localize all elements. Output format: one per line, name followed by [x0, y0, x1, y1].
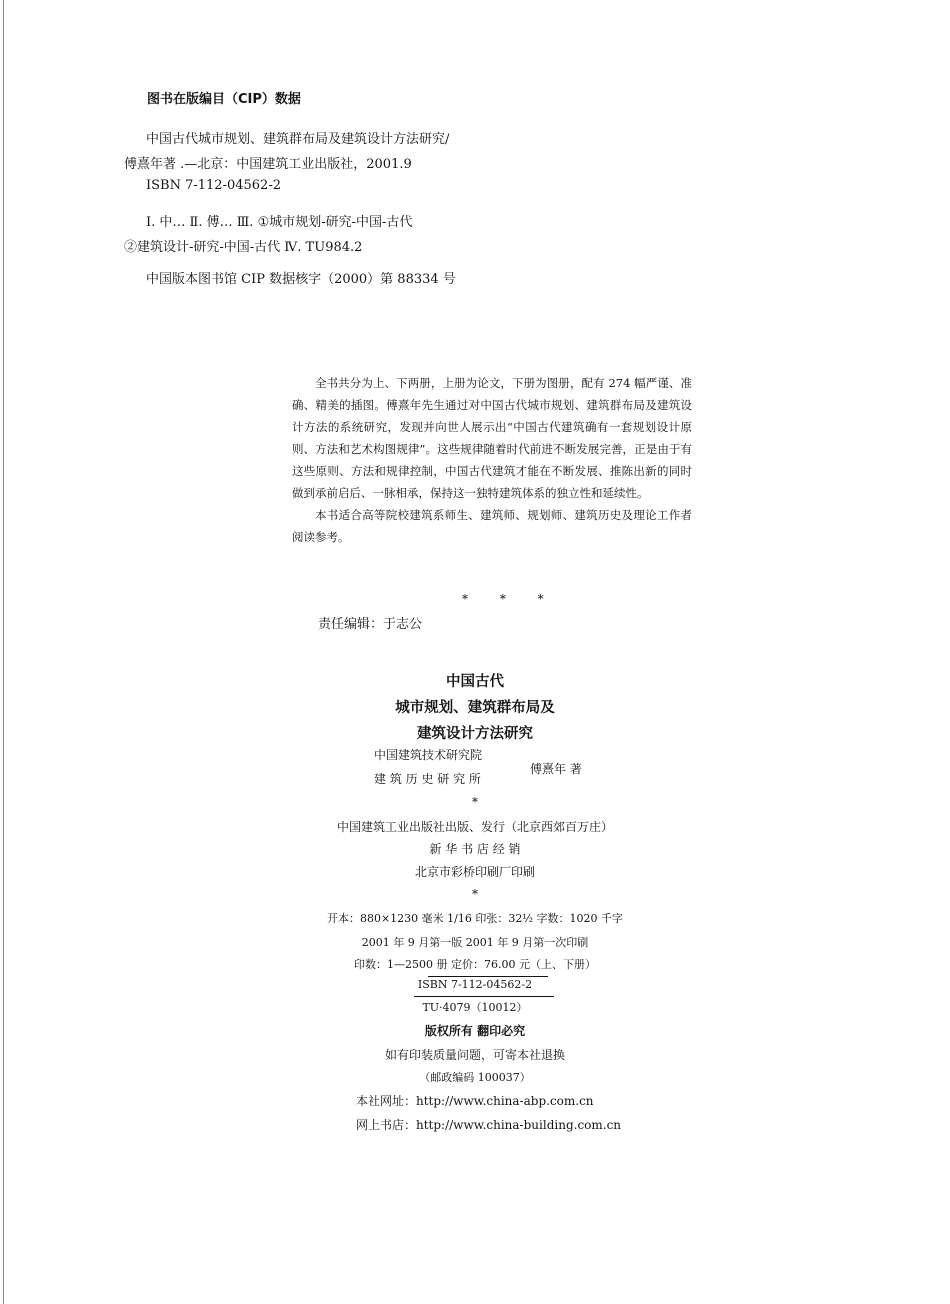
edition-line: 2001 年 9 月第一版 2001 年 9 月第一次印刷 [361, 936, 589, 949]
cip-classification-line-1: Ⅰ. 中… Ⅱ. 傅… Ⅲ. ①城市规划-研究-中国-古代 [146, 215, 413, 230]
description-paragraph-2: 本书适合高等院校建筑系师生、建筑师、规划师、建筑历史及理论工作者阅读参考。 [292, 508, 692, 544]
cip-isbn: ISBN 7-112-04562-2 [146, 178, 281, 193]
cip-author-publisher-line: 傅熹年著 .—北京：中国建筑工业出版社，2001.9 [124, 157, 412, 172]
book-title-line-3: 建筑设计方法研究 [417, 726, 533, 742]
publisher-line: 中国建筑工业出版社出版、发行（北京西郊百万庄） [336, 820, 613, 834]
cip-heading: 图书在版编目（CIP）数据 [147, 92, 301, 107]
responsible-editor: 责任编辑：于志公 [318, 617, 423, 632]
author-institution-2: 建 筑 历 史 研 究 所 [374, 772, 481, 786]
imprint-isbn: ISBN 7-112-04562-2 [417, 978, 533, 991]
cip-title-line: 中国古代城市规划、建筑群布局及建筑设计方法研究/ [146, 132, 450, 147]
online-bookstore: 网上书店：http://www.china-building.com.cn [356, 1118, 622, 1132]
author-institution-1: 中国建筑技术研究院 [374, 748, 483, 762]
book-description [292, 372, 692, 548]
scan-edge-line [3, 0, 4, 1304]
imprint-star-2: * [472, 887, 478, 901]
book-title-line-2: 城市规划、建筑群布局及 [395, 700, 555, 716]
separator-stars: * * * [462, 592, 558, 606]
publisher-website: 本社网址：http://www.china-abp.com.cn [356, 1094, 594, 1108]
cip-record-number: 中国版本图书馆 CIP 数据核字（2000）第 88334 号 [146, 272, 456, 287]
classification-code: TU·4079（10012） [422, 1001, 528, 1014]
distributor-line: 新 华 书 店 经 销 [429, 842, 521, 856]
description-paragraph-1: 全书共分为上、下两册，上册为论文，下册为图册，配有 274 幅严谨、准确、精美的插图。傅熹年先生通过对中国古代城市规划、建筑群布局及建筑设计方法的系统研究，发现并向世人展示出“中国古代建筑确有一套规划设计原则、方法和艺术构图规律”。这些规律随着时代前进不断发展完善，正是由于有这些原则、方法和规律控制，中国古代建筑才能在不断发展、推陈出新的同时做到承前启后、一脉相承，保持这一独特建筑体系的独立性和延续性。 [292, 376, 692, 500]
postcode-line: （邮政编码 100037） [419, 1071, 531, 1084]
author-name: 傅熹年 著 [530, 762, 582, 776]
isbn-rule-bottom [414, 996, 554, 997]
imprint-star-1: * [472, 795, 478, 809]
return-notice: 如有印装质量问题，可寄本社退换 [384, 1048, 565, 1062]
cip-classification-line-2: ②建筑设计-研究-中国-古代 Ⅳ. TU984.2 [124, 240, 363, 255]
format-line: 开本：880×1230 毫米 1/16 印张：32½ 字数：1020 千字 [326, 912, 624, 925]
printer-line: 北京市彩桥印刷厂印刷 [414, 865, 535, 879]
print-run-line: 印数：1—2500 册 定价：76.00 元（上、下册） [354, 958, 596, 971]
rights-notice: 版权所有 翻印必究 [424, 1024, 526, 1038]
isbn-rule-top [428, 976, 548, 977]
book-title-line-1: 中国古代 [446, 674, 504, 690]
